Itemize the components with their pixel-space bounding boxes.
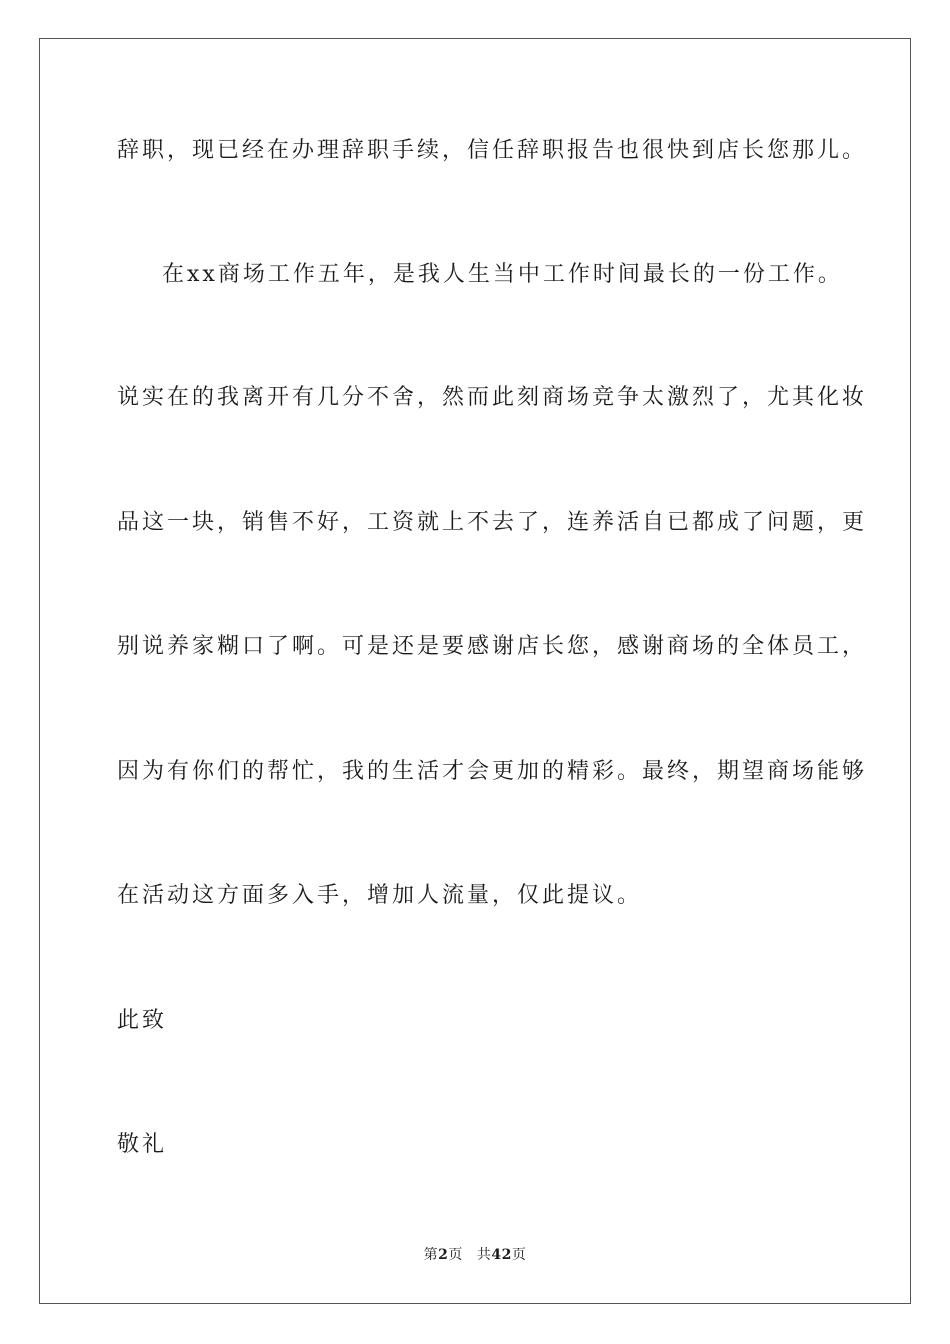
body-line-2: 在xx商场工作五年，是我人生当中工作时间最长的一份工作。: [162, 262, 843, 287]
total-suffix: 页: [511, 1247, 527, 1263]
body-line-7: 在活动这方面多入手，增加人流量，仅此提议。: [117, 883, 643, 908]
page-prefix: 第: [423, 1247, 439, 1263]
body-line-1: 辞职，现已经在办理辞职手续，信任辞职报告也很快到店长您那儿。: [117, 138, 868, 163]
page-footer: [0, 1245, 950, 1265]
body-line-6: 因为有你们的帮忙，我的生活才会更加的精彩。最终，期望商场能够: [117, 759, 868, 784]
page-border: [39, 38, 911, 1304]
closing-salutation: 此致: [117, 1008, 168, 1033]
body-line-5: 别说养家糊口了啊。可是还是要感谢店长您，感谢商场的全体员工，: [117, 634, 868, 659]
page-suffix: 页: [448, 1247, 463, 1263]
closing-regards: 敬礼: [117, 1132, 168, 1157]
body-line-4: 品这一块，销售不好，工资就上不去了，连养活自已都成了问题，更: [117, 510, 868, 535]
total-prefix: 共: [476, 1247, 492, 1263]
page-number: 2: [438, 1247, 449, 1263]
total-pages: 42: [491, 1247, 512, 1263]
body-line-3: 说实在的我离开有几分不舍，然而此刻商场竞争太激烈了，尤其化妆: [117, 385, 868, 410]
